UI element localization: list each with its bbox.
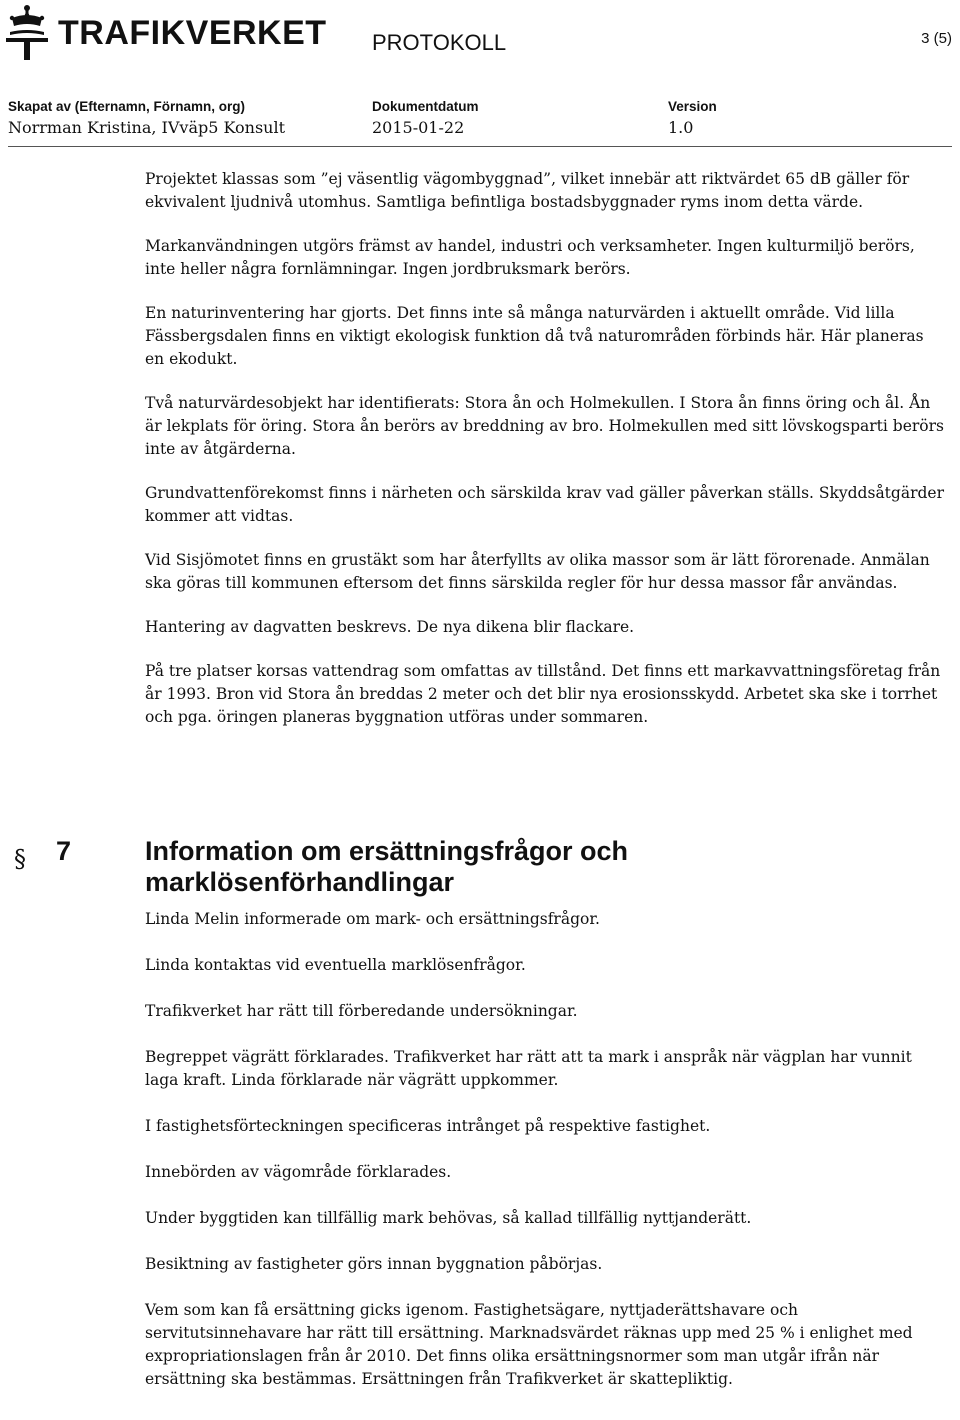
paragraph: Markanvändningen utgörs främst av handel, industri och verksamheter. Ingen kulturmiljö berörs, inte heller några fornlämningar. Ingen jordbruksmark berörs. — [145, 237, 915, 278]
section-number: 7 — [56, 836, 72, 866]
paragraph: I fastighetsförteckningen specificeras intrånget på respektive fastighet. — [145, 1117, 711, 1135]
paragraph: Trafikverket har rätt till förberedande undersökningar. — [145, 1002, 578, 1020]
section-body — [145, 908, 945, 1414]
meta-author-label: Skapat av (Efternamn, Förnamn, org) — [8, 99, 246, 114]
meta-date-value: 2015-01-22 — [372, 118, 465, 137]
meta-date-label: Dokumentdatum — [372, 99, 479, 114]
paragraph: Under byggtiden kan tillfällig mark behövas, så kallad tillfällig nyttjanderätt. — [145, 1209, 752, 1227]
paragraph: Två naturvärdesobjekt har identifierats: Stora ån och Holmekullen. I Stora ån finns öring och ål. Ån är lekplats för öring. Stora ån berörs av breddning av bro. Holmekullen med sitt lövskogsparti berörs inte av åtgärderna. — [145, 394, 944, 458]
document-meta — [0, 98, 960, 146]
paragraph: Vem som kan få ersättning gicks igenom. Fastighetsägare, nyttjaderättshavare och servitutsinnehavare har rätt till ersättning. Marknadsvärdet räknas upp med 25 % i enlighet med expropriationslagen från år 2010. Det finns olika ersättningsnormer som man utgår ifrån när ersättning ska bestämmas. Ersättningen från Trafikverket är skattepliktig. — [145, 1301, 913, 1388]
paragraph: En naturinventering har gjorts. Det finns inte så många naturvärden i aktuellt område. Vid lilla Fässbergsdalen finns en viktigt ekologisk funktion då två naturområden förbinds här. Här planeras en ekodukt. — [145, 304, 924, 368]
meta-version — [668, 98, 717, 140]
meta-version-label: Version — [668, 99, 717, 114]
meta-version-value: 1.0 — [668, 118, 694, 137]
section-sign-icon — [14, 846, 30, 872]
crown-icon — [4, 4, 50, 62]
paragraph: På tre platser korsas vattendrag som omfattas av tillstånd. Det finns ett markavvattningsföretag från år 1993. Bron vid Stora ån breddas 2 meter och det blir nya erosionsskydd. Arbetet ska ske i torrhet och pga. öringen planeras byggnation utföras under sommaren. — [145, 662, 941, 726]
header-divider — [8, 146, 952, 147]
meta-author-value: Norrman Kristina, IVväp5 Konsult — [8, 118, 286, 137]
meta-author — [8, 98, 285, 140]
trafikverket-logo — [4, 4, 327, 62]
paragraph: Innebörden av vägområde förklarades. — [145, 1163, 452, 1181]
paragraph: Begreppet vägrätt förklarades. Trafikverket har rätt att ta mark i anspråk när vägplan har vunnit laga kraft. Linda förklarade när vägrätt uppkommer. — [145, 1048, 912, 1089]
page-number: 3 (5) — [921, 30, 952, 47]
paragraph: Linda Melin informerade om mark- och ersättningsfrågor. — [145, 910, 600, 928]
paragraph: Vid Sisjömotet finns en grustäkt som har återfyllts av olika massor som är lätt förorenade. Anmälan ska göras till kommunen eftersom det finns särskilda regler för hur dessa massor får användas. — [145, 551, 930, 592]
paragraph: Linda kontaktas vid eventuella marklösenfrågor. — [145, 956, 526, 974]
paragraph: Besiktning av fastigheter görs innan byggnation påbörjas. — [145, 1255, 603, 1273]
paragraph: Hantering av dagvatten beskrevs. De nya dikena blir flackare. — [145, 618, 635, 636]
paragraph: Grundvattenförekomst finns i närheten och särskilda krav vad gäller påverkan ställs. Skyddsåtgärder kommer att vidtas. — [145, 484, 944, 525]
meta-date — [372, 98, 479, 140]
body-text — [145, 168, 945, 750]
paragraph: Projektet klassas som ”ej väsentlig vägombyggnad”, vilket innebär att riktvärdet 65 dB gäller för ekvivalent ljudnivå utomhus. Samtliga befintliga bostadsbyggnader ryms inom detta värde. — [145, 170, 910, 211]
svg-text:§: § — [14, 846, 26, 872]
brand-wordmark: TRAFIKVERKET — [58, 14, 327, 52]
document-type: PROTOKOLL — [372, 30, 507, 55]
section-title: Information om ersättningsfrågor och marklösenförhandlingar — [145, 836, 629, 897]
